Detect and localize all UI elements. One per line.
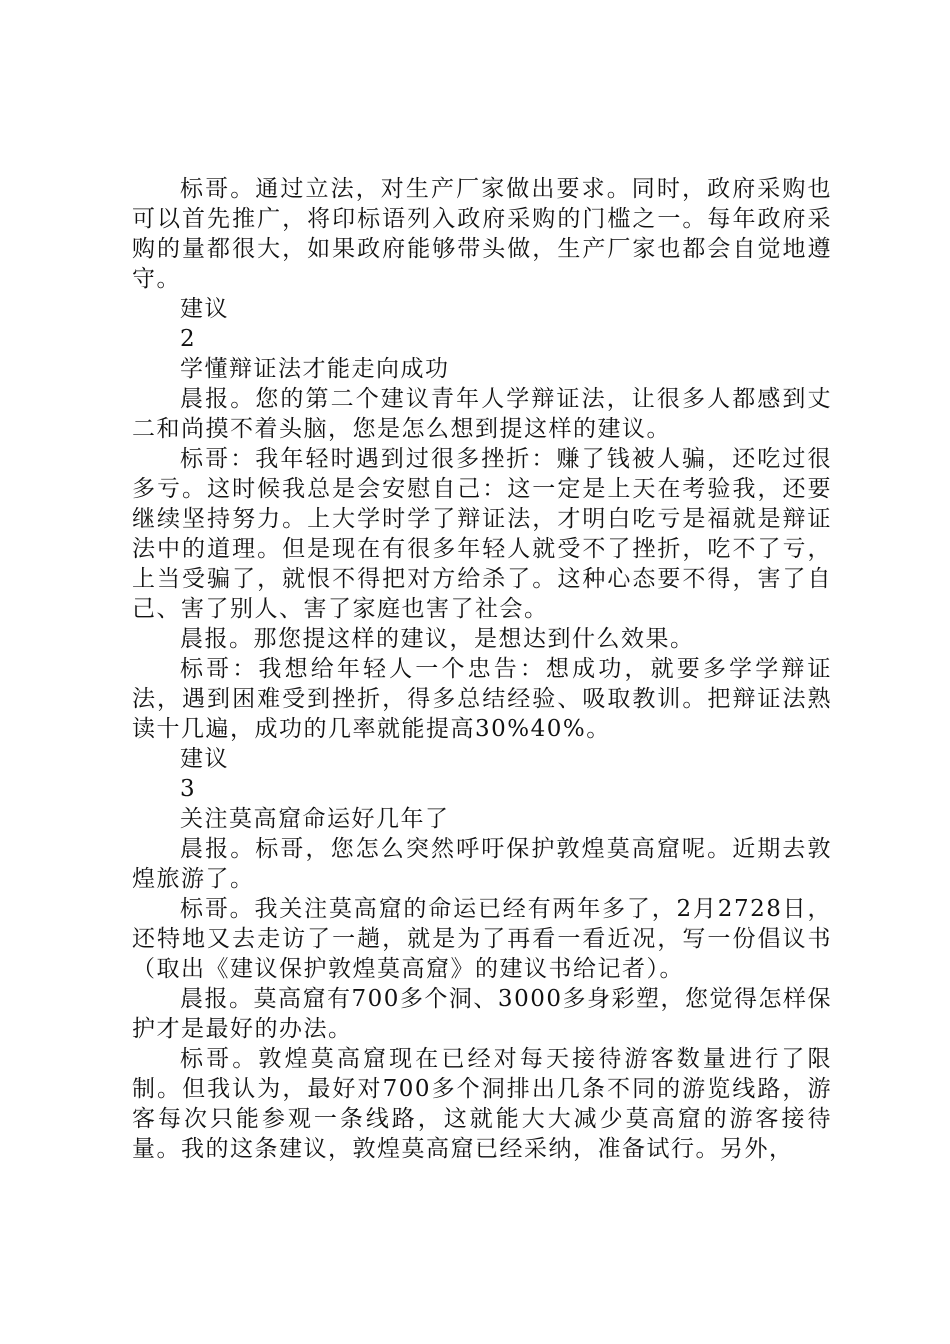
section-label: 建议: [180, 296, 229, 322]
paragraph: 晨报。那您提这样的建议，是想达到什么效果。: [180, 626, 695, 652]
paragraph: 晨报。您的第二个建议青年人学辩证法，让很多人都感到丈二和尚摸不着头脑，您是怎么想到提这样的建议。: [132, 386, 832, 442]
section-title: 关注莫高窟命运好几年了: [180, 806, 450, 832]
document-body: [132, 174, 832, 1164]
section-title: 学懂辩证法才能走向成功: [180, 356, 450, 382]
paragraph: 晨报。标哥，您怎么突然呼吁保护敦煌莫高窟呢。近期去敦煌旅游了。: [132, 836, 832, 892]
paragraph: 晨报。莫高窟有700多个洞、3000多身彩塑，您觉得怎样保护才是最好的办法。: [132, 986, 832, 1042]
section-number: 3: [180, 776, 197, 802]
paragraph: 标哥。通过立法，对生产厂家做出要求。同时，政府采购也可以首先推广，将印标语列入政府采购的门槛之一。每年政府采购的量都很大，如果政府能够带头做，生产厂家也都会自觉地遵守。: [132, 176, 832, 292]
section-label: 建议: [180, 746, 229, 772]
paragraph: 标哥：我年轻时遇到过很多挫折：赚了钱被人骗，还吃过很多亏。这时候我总是会安慰自己：这一定是上天在考验我，还要继续坚持努力。上大学时学了辩证法，才明白吃亏是福就是辩证法中的道理。但是现在有很多年轻人就受不了挫折，吃不了亏，上当受骗了，就恨不得把对方给杀了。这种心态要不得，害了自己、害了别人、害了家庭也害了社会。: [132, 446, 832, 622]
paragraph: 标哥。敦煌莫高窟现在已经对每天接待游客数量进行了限制。但我认为，最好对700多个洞排出几条不同的游览线路，游客每次只能参观一条线路，这就能大大减少莫高窟的游客接待量。我的这条建议，敦煌莫高窟已经采纳，准备试行。另外，: [132, 1046, 832, 1162]
section-number: 2: [180, 326, 197, 352]
paragraph: 标哥。我关注莫高窟的命运已经有两年多了，2月2728日，还特地又去走访了一趟，就是为了再看一看近况，写一份倡议书（取出《建议保护敦煌莫高窟》的建议书给记者）。: [132, 896, 832, 982]
paragraph: 标哥：我想给年轻人一个忠告：想成功，就要多学学辩证法，遇到困难受到挫折，得多总结经验、吸取教训。把辩证法熟读十几遍，成功的几率就能提高30%40%。: [132, 656, 832, 742]
